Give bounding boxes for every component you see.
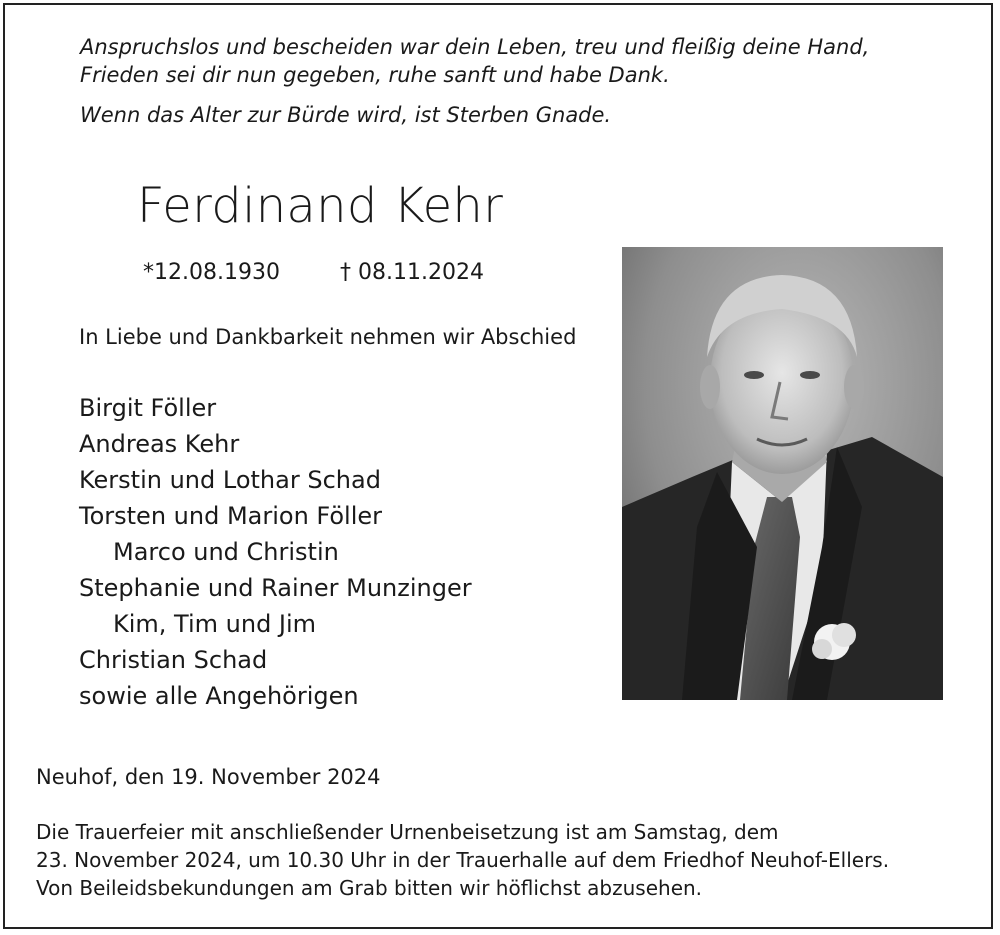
deceased-name: Ferdinand Kehr [137,178,504,234]
mourner: Christian Schad [79,646,268,674]
mourner: Kim, Tim und Jim [113,610,317,638]
mourner: Stephanie und Rainer Munzinger [79,574,472,602]
mourners-list [79,390,472,714]
funeral-line-3: Von Beileidsbekundungen am Grab bitten wir höflichst abzusehen. [36,876,703,900]
farewell-intro: In Liebe und Dankbarkeit nehmen wir Abschied [79,325,577,349]
death-date: † 08.11.2024 [340,260,484,285]
funeral-line-1: Die Trauerfeier mit anschließender Urnenbeisetzung ist am Samstag, dem [36,820,779,844]
funeral-info [36,818,889,902]
funeral-line-2: 23. November 2024, um 10.30 Uhr in der Trauerhalle auf dem Friedhof Neuhof-Ellers. [36,848,890,872]
verse-line-2: Frieden sei dir nun gegeben, ruhe sanft und habe Dank. [80,63,670,87]
place-date: Neuhof, den 19. November 2024 [36,765,381,789]
portrait-photo [622,247,943,700]
verse-line-3: Wenn das Alter zur Bürde wird, ist Sterben Gnade. [80,103,612,127]
mourner: sowie alle Angehörigen [79,682,359,710]
verse-line-1: Anspruchslos und bescheiden war dein Leben, treu und fleißig deine Hand, [80,35,870,59]
birth-date: *12.08.1930 [143,260,280,285]
mourner: Birgit Föller [79,394,217,422]
mourner: Kerstin und Lothar Schad [79,466,381,494]
mourner: Torsten und Marion Föller [79,502,383,530]
mourner: Andreas Kehr [79,430,240,458]
mourner: Marco und Christin [113,538,339,566]
